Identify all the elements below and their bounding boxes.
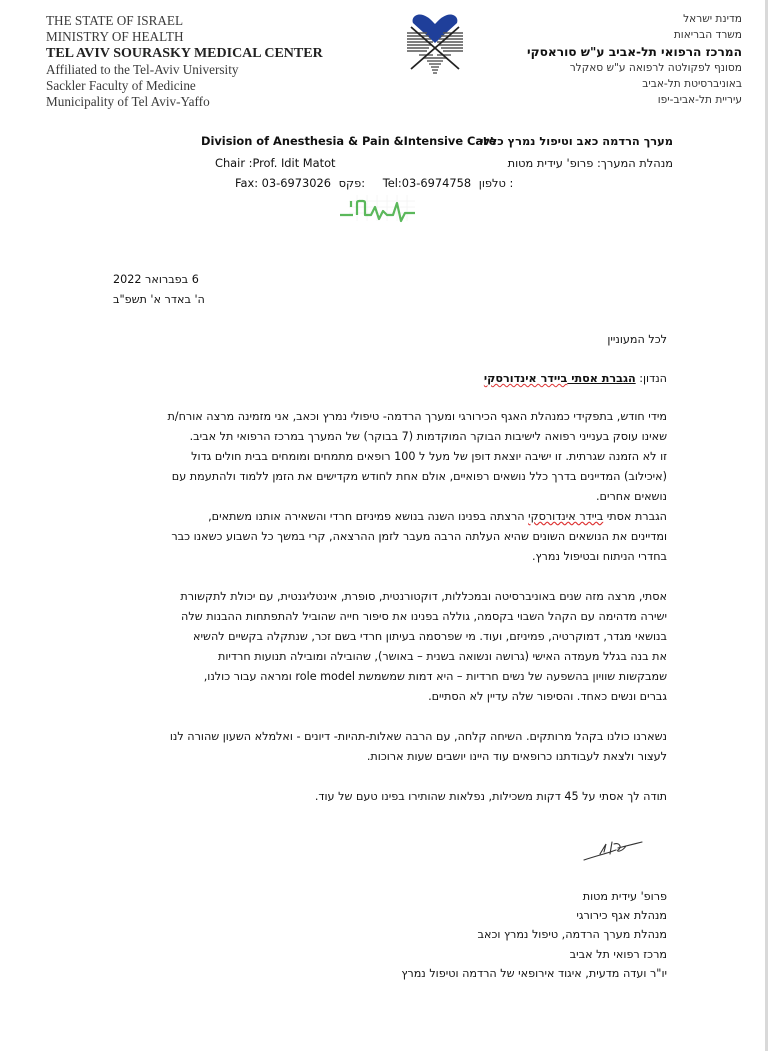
paragraph-line: זו לא הזמנה שגרתית. זו ישיבה יוצאת דופן של מעל ל 100 רופאים מתמחים ומומחים בבית חולים גדול	[191, 450, 667, 463]
letterhead-en-ministry: MINISTRY OF HEALTH	[46, 29, 184, 45]
letterhead-he-university: באוניברסיטת תל-אביב	[642, 78, 742, 91]
signer-name: פרופ' עידית מטות	[582, 890, 667, 903]
handwritten-signature-icon	[582, 836, 644, 864]
paragraph-line: שאינו עוסק בענייני רפואה לישיבות הבוקר המוקדמות (7 בבוקר) של המערך במרכז הרפואי תל אביב.	[189, 430, 667, 443]
fax-label-he: פקס:	[338, 176, 366, 190]
phone-label-he: טלפון :	[478, 176, 514, 190]
subject-line	[484, 372, 667, 385]
date-hebrew: ה' באדר א' תשפ"ב	[113, 293, 205, 306]
paragraph-line: בחדרי הניתוח ובטיפול נמרץ.	[531, 550, 667, 563]
letterhead-en-municipality: Municipality of Tel Aviv-Yaffo	[46, 94, 210, 110]
letterhead-en-state: THE STATE OF ISRAEL	[46, 13, 184, 28]
paragraph-line: מידי חודש, בתפקידי כמנהלת האגף הכירורגי ומערך הרדמה- טיפולי נמרץ וכאב, אני מזמינה מרצה אורח/ת	[167, 410, 667, 423]
letterhead-hebrew	[527, 11, 742, 109]
hospital-logo-icon	[405, 13, 465, 75]
paragraph-audience	[112, 727, 667, 767]
paragraph-line: ישירה מדהימה עם הקהל השבוי בקסמה, גוללה בפנינו את סיפור חייה שהוביל להתפתחות ההבנות שלה	[181, 610, 667, 623]
paragraph-speaker-bio	[112, 587, 667, 707]
subject-label: הנדון:	[639, 372, 667, 385]
paragraph-line: נושאים אחרים.	[596, 490, 667, 503]
paragraph-line: לעצור ולצאת לעבודתנו כרופאים עוד היינו יושבים שעות ארוכות.	[366, 750, 667, 763]
signer-institution: מרכז רפואי תל אביב	[569, 947, 667, 961]
paragraph-line: שמבקשות שוויון בהשפעה של נשים חרדיות – היא דמות שמשמשת role model ומראה עבור כולנו,	[203, 670, 667, 683]
phone-number: Tel:03-6974758	[382, 176, 472, 190]
department-contact	[235, 176, 517, 190]
letterhead-he-faculty: מסונף לפקולטה לרפואה ע"ש סאקלר	[569, 61, 742, 74]
paragraph-line: גברים ונשים כאחד. והסיפור שלה עדיין לא הסתיים.	[428, 690, 667, 703]
paragraph-text: הגברת אסתי	[603, 510, 667, 523]
paragraph-line: נשארנו כולנו בקהל מרותקים. השיחה קלחה, עם הרבה שאלות-תהיות- דיונים - ואלמלא השעון שהורה לנו	[169, 730, 667, 743]
letterhead-en-hospital: TEL AVIV SOURASKY MEDICAL CENTER	[46, 45, 323, 61]
pulse-grid	[349, 195, 415, 221]
letterhead-en-faculty: Sackler Faculty of Medicine	[46, 78, 196, 94]
paragraph-thanks	[112, 787, 667, 807]
signer-title: יו"ר ועדה מדעית, איגוד אירופאי של הרדמה וטיפול נמרץ	[401, 966, 667, 980]
paragraph-line: תודה לך אסתי על 45 דקות משכילות, נפלאות שהותירו בפינו טעם של עוד.	[314, 790, 667, 803]
pulse-line	[340, 201, 415, 221]
letterhead-he-hospital: המרכז הרפואי תל-אביב ע"ש סוראסקי	[527, 44, 742, 59]
department-name-en: Division of Anesthesia & Pain &Intensive Care	[201, 134, 497, 148]
paragraph-line: ומדיינים את הנושאים השונים שהיא העלתה הרבה מעבר לזמן ההרצאה, קרי במשך כל השבוע כשאנו כבר	[171, 530, 667, 543]
paragraph-line	[112, 507, 667, 527]
signature-block	[401, 887, 667, 983]
paragraph-intro	[112, 407, 667, 567]
department-chair-he: מנהלת המערך: פרופ' עידית מטות	[507, 156, 673, 170]
department-name-he: מערך הרדמה כאב וטיפול נמרץ כללי	[480, 134, 673, 148]
letterhead-en-affiliation: Affiliated to the Tel-Aviv University	[46, 61, 239, 77]
letterhead-he-municipality: עיריית תל-אביב-יפו	[657, 94, 742, 107]
paragraph-text: הרצתה בפנינו השנה בנושא פמיניזם חרדי והשאירה אותנו משתאים,	[208, 510, 529, 523]
heartbeat-icon	[337, 193, 417, 223]
letter-date	[113, 270, 313, 310]
signer-title: מנהלת אגף כירורגי	[576, 909, 667, 923]
paragraph-line: (איכילוב) המדיינים בדרך כלל נושאים רפואיים, אולם אחת לחודש מקדישים את הזמן ללמוד ולהתעמת עם	[171, 470, 667, 483]
paragraph-line: את בנה בגלל מעמדה האישי (גרושה ונשואה בשנית – באושר), שהובילה ומובילה תנועות חרדיות	[218, 650, 667, 663]
paragraph-line: אסתי, מרצה מזה שנים באוניברסיטה ובמכללות, דוקטורנטית, סופרת, אינטליגנטית, עם יכולת לתקשורת	[180, 590, 667, 603]
subject-text: הגברת אסתי	[567, 372, 636, 385]
letterhead-english	[46, 13, 323, 111]
subject-name-spellcheck: ביידר אינדורסקי	[483, 372, 568, 385]
speaker-name-spellcheck: ביידר אינדורסקי	[528, 510, 604, 523]
salutation: לכל המעוניין	[607, 333, 667, 346]
department-chair-en: Chair :Prof. Idit Matot	[215, 156, 336, 170]
fax-number: Fax: 03-6973026	[235, 176, 332, 190]
letterhead-he-ministry: משרד הבריאות	[673, 29, 742, 42]
signer-title: מנהלת מערך הרדמה, טיפול נמרץ וכאב	[477, 928, 667, 942]
letterhead-he-state: מדינת ישראל	[683, 13, 742, 25]
date-gregorian: 6 בפברואר 2022	[113, 273, 199, 286]
paragraph-line: בנושאי מגדר, דמוקרטיה, פמיניזם, ועוד. מי שפרסמה בעיתון חרדי בשם זכר, שנתקלה בקשיים להשיא	[193, 630, 667, 643]
